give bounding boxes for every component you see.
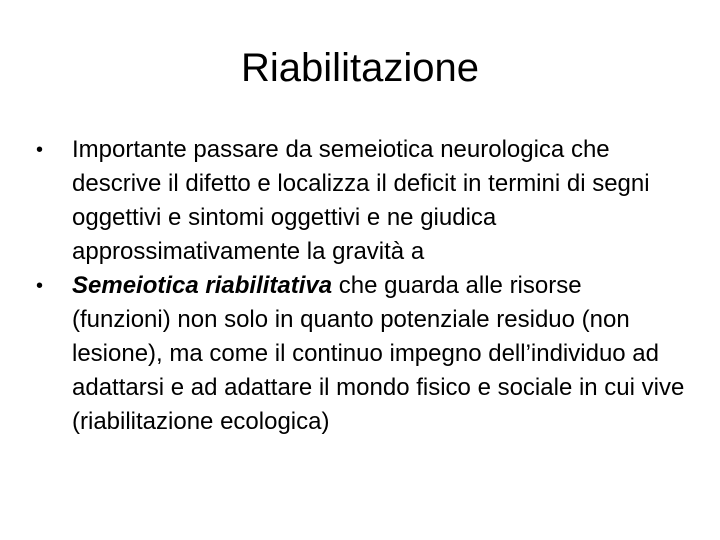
bullet-item-2 <box>36 269 686 439</box>
bullet-list <box>36 133 686 439</box>
bullet-item-1 <box>36 133 686 269</box>
bullet-dot-icon: • <box>36 275 44 297</box>
bullet-2-text: che guarda alle risorse (funzioni) non solo in quanto potenziale residuo (non lesione), ma come il continuo impegno dell’individuo ad adattarsi e ad adattare il mondo fisico e sociale in cui vive (riabilitazione ecologica) <box>72 272 685 435</box>
slide-title: Riabilitazione <box>241 46 479 90</box>
bullet-2-emphasis: Semeiotica riabilitativa <box>72 272 333 299</box>
bullet-dot-icon: • <box>36 139 44 161</box>
bullet-1-text: Importante passare da semeiotica neurologica che descrive il difetto e localizza il deficit in termini di segni oggettivi e sintomi oggettivi e ne giudica approssimativamente la gravità a <box>72 136 650 265</box>
